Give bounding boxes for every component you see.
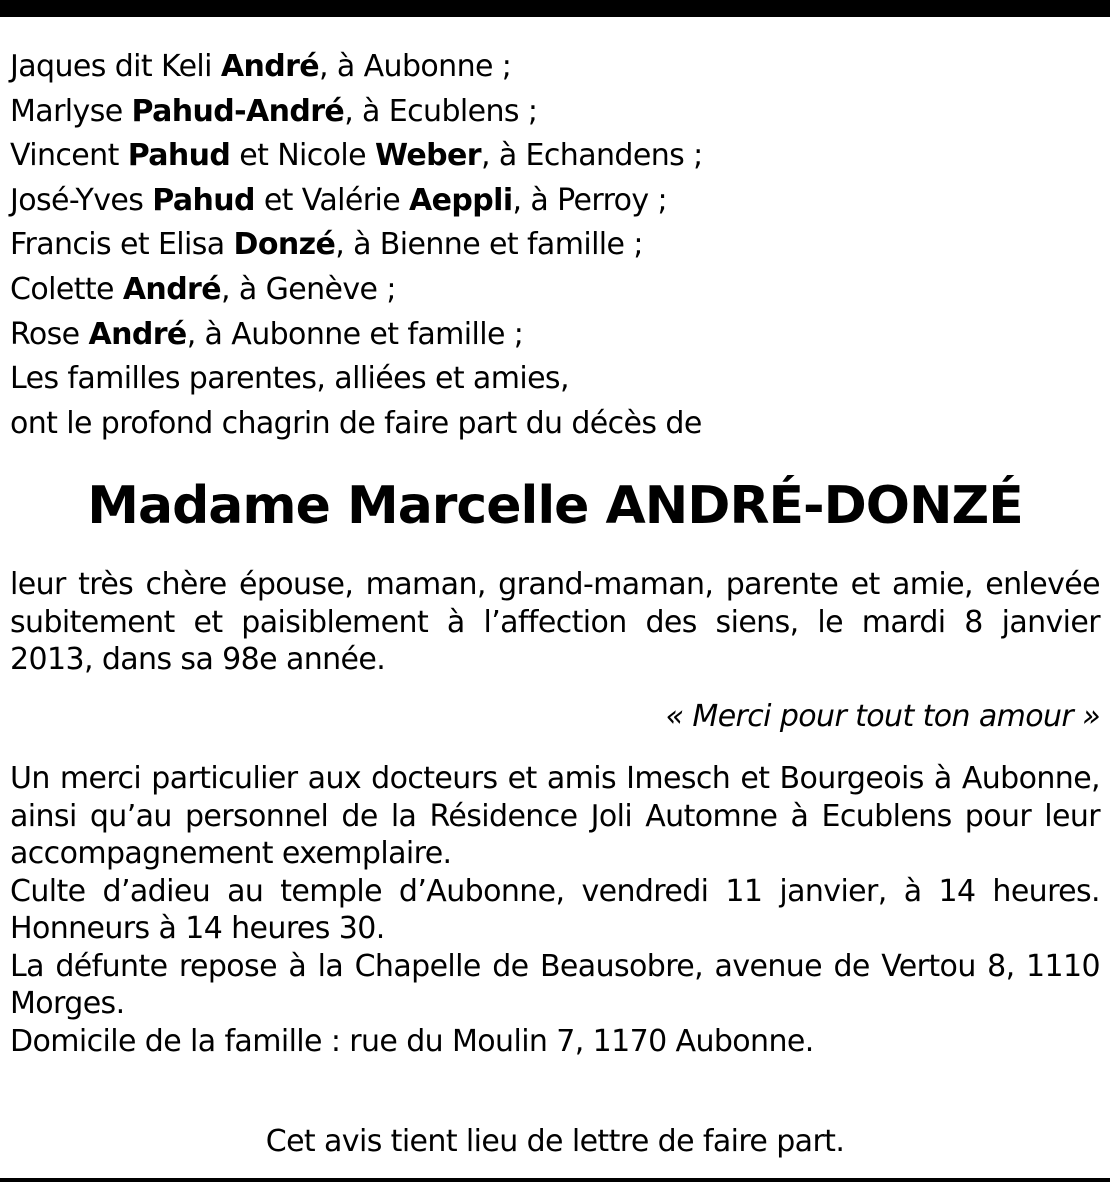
family-line: Les familles parentes, alliées et amies,: [10, 361, 569, 397]
bottom-rule: [0, 1178, 1110, 1182]
repose-line: La défunte repose à la Chapelle de Beausobre, avenue de Vertou 8, 1110: [10, 948, 1100, 984]
service-line: Culte d’adieu au temple d’Aubonne, vendredi 11 janvier, à 14 heures.: [10, 873, 1100, 909]
domicile-line: Domicile de la famille : rue du Moulin 7, 1170 Aubonne.: [10, 1023, 814, 1059]
tribute-paragraph: [10, 566, 1100, 679]
tribute-line: subitement et paisiblement à l’affection des siens, le mardi 8 janvier: [10, 604, 1100, 640]
family-line: ont le profond chagrin de faire part du décès de: [10, 405, 702, 441]
thanks-line: Un merci particulier aux docteurs et amis Imesch et Bourgeois à Aubonne,: [10, 761, 1100, 796]
closing-note: Cet avis tient lieu de lettre de faire part.: [265, 1124, 845, 1159]
memorial-quote: « Merci pour tout ton amour »: [665, 699, 1100, 734]
family-line: Vincent Pahud et Nicole Weber, à Echandens ;: [10, 138, 703, 174]
deceased-name-heading: Madame Marcelle ANDRÉ-DONZÉ: [87, 476, 1023, 536]
family-list: [10, 45, 1100, 446]
thanks-line: accompagnement exemplaire.: [10, 836, 452, 871]
family-line: Marlyse Pahud-André, à Ecublens ;: [10, 93, 538, 129]
top-rule: [0, 0, 1110, 17]
family-line: José-Yves Pahud et Valérie Aeppli, à Perroy ;: [10, 182, 668, 218]
family-line: Colette André, à Genève ;: [10, 271, 396, 307]
family-line: Rose André, à Aubonne et famille ;: [10, 316, 524, 352]
service-line: Honneurs à 14 heures 30.: [10, 911, 385, 946]
repose-line: Morges.: [10, 986, 125, 1021]
family-line: Francis et Elisa Donzé, à Bienne et famille ;: [10, 227, 643, 263]
tribute-line: leur très chère épouse, maman, grand-maman, parente et amie, enlevée: [10, 567, 1100, 602]
thanks-paragraph: [10, 760, 1100, 1060]
family-line: Jaques dit Keli André, à Aubonne ;: [10, 49, 512, 84]
tribute-line: 2013, dans sa 98e année.: [10, 642, 386, 677]
thanks-line: ainsi qu’au personnel de la Résidence Joli Automne à Ecublens pour leur: [10, 798, 1100, 834]
